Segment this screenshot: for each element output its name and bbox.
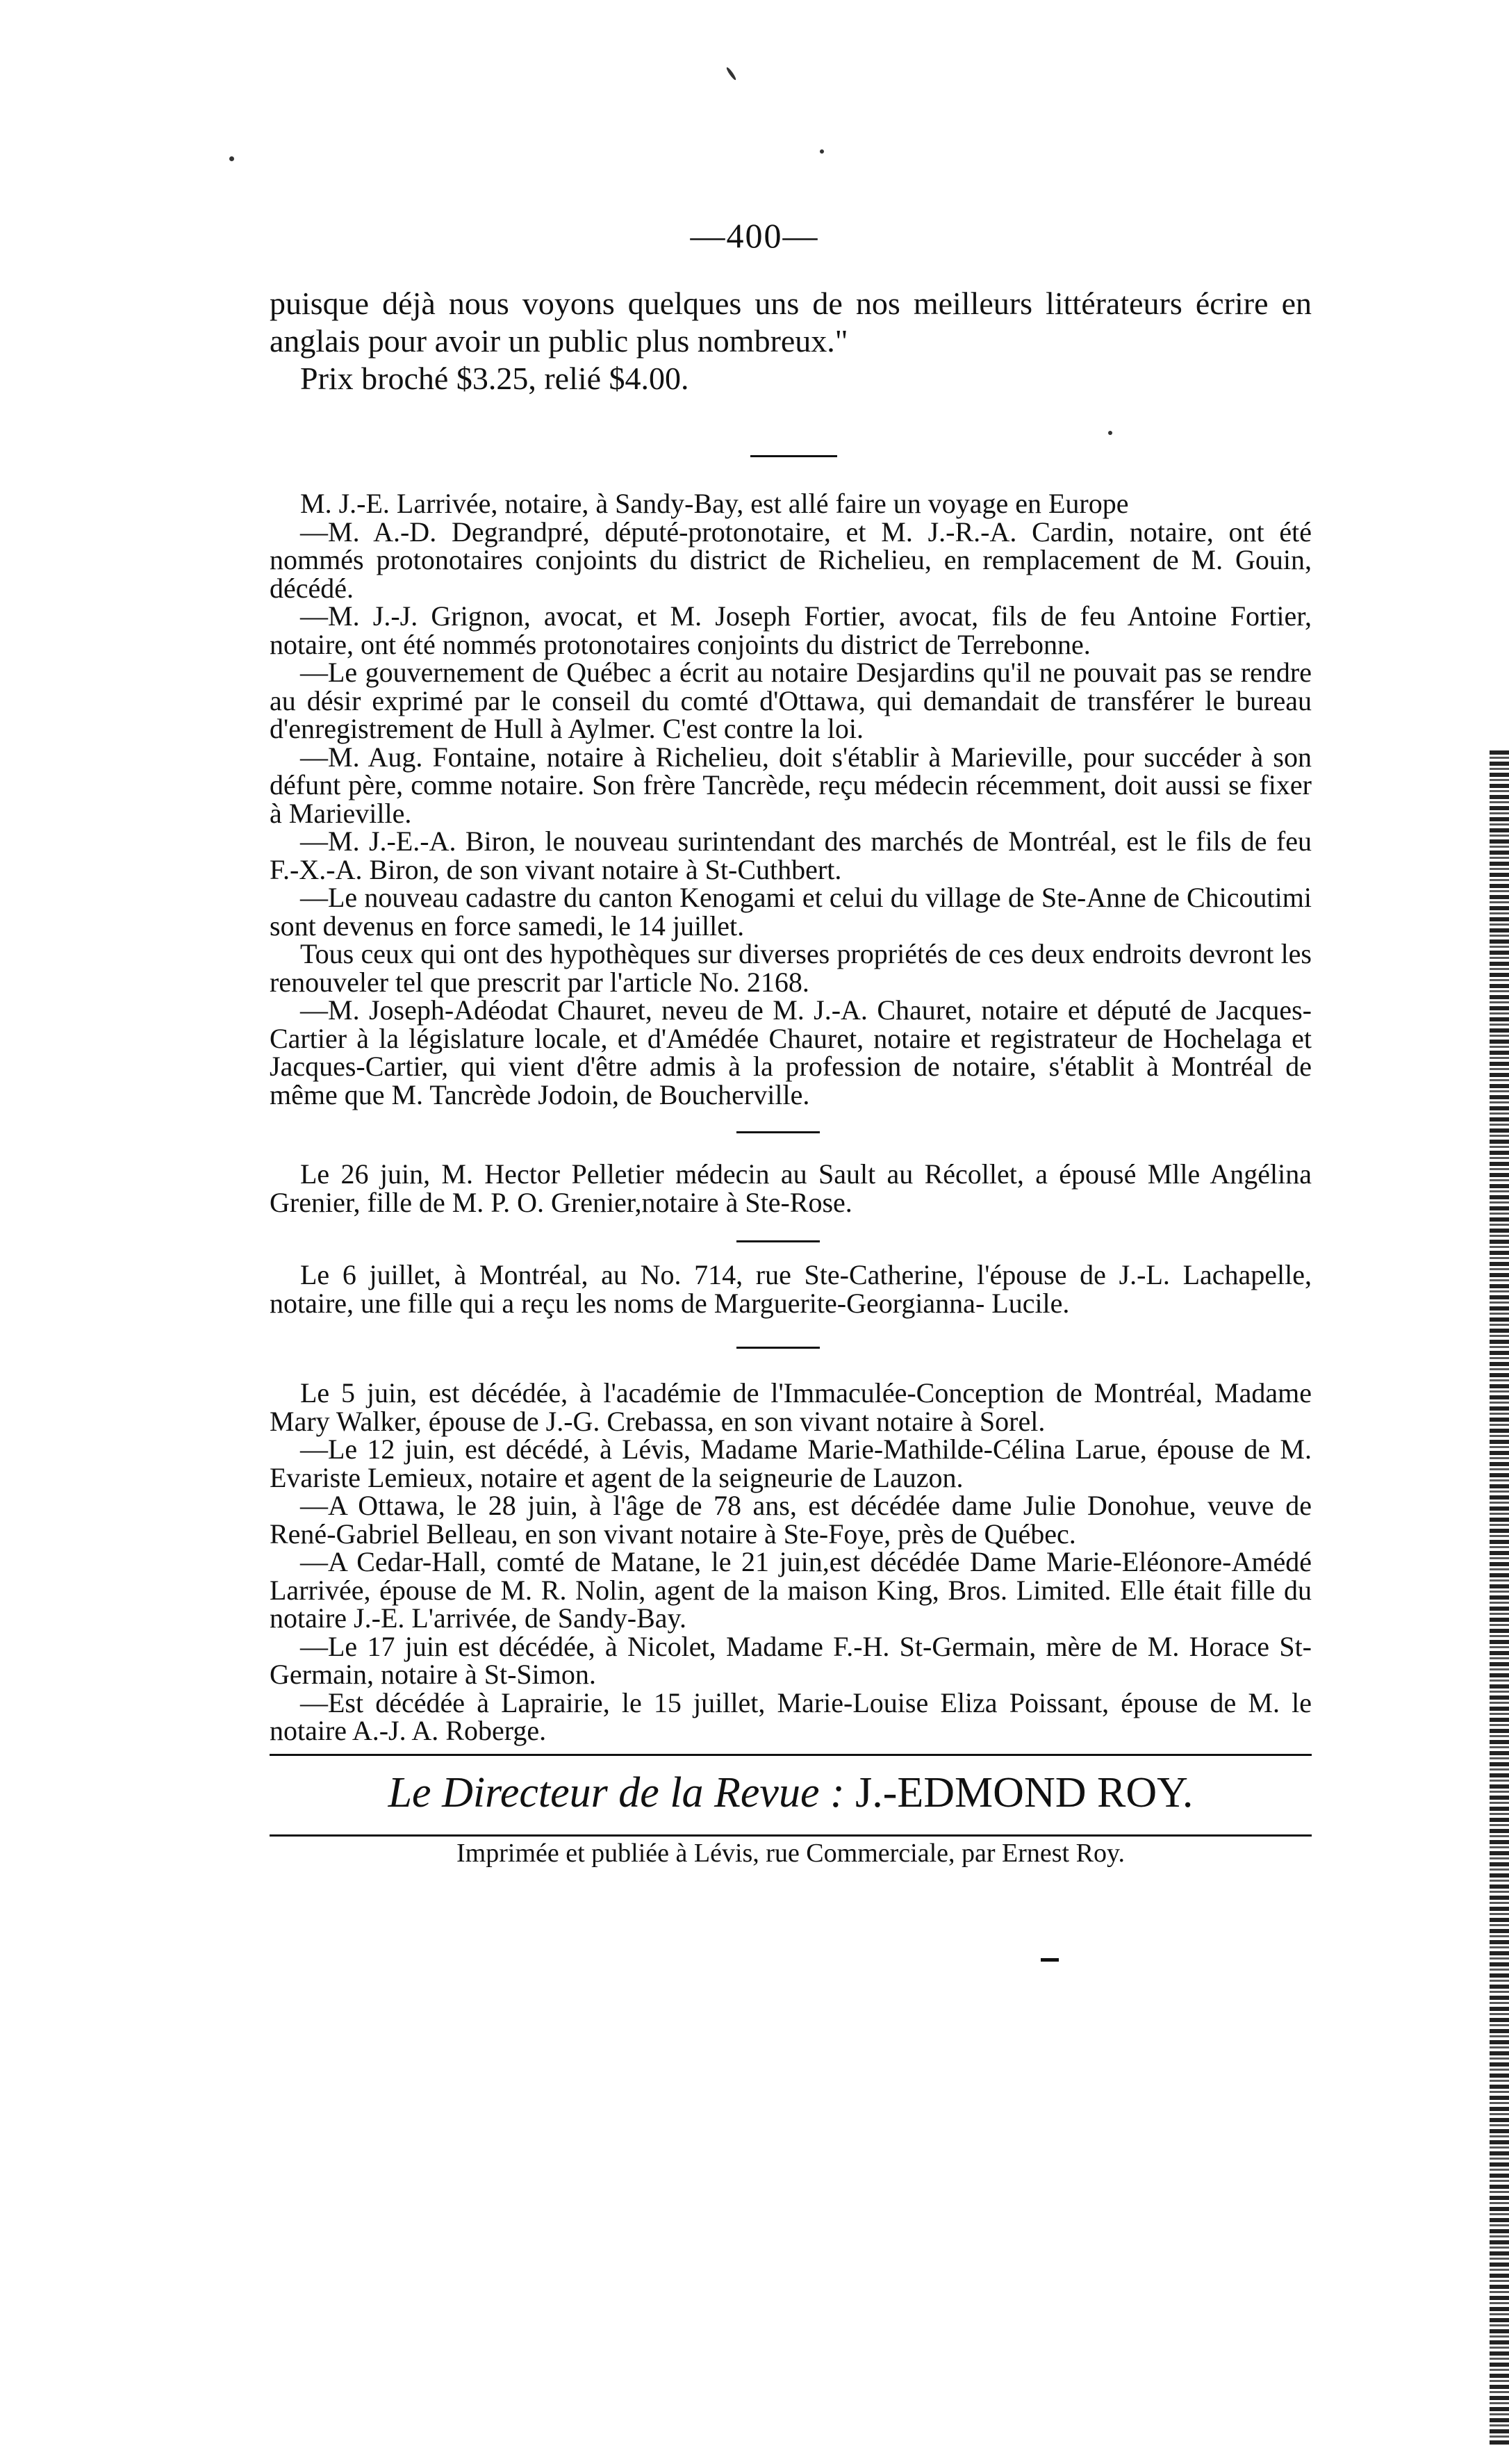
news-item: —M. J.-J. Grignon, avocat, et M. Joseph Fortier, avocat, fils de feu Antoine Fortier, notaire, ont été nommés protonotaires conjoints du district de Terrebonne.: [270, 600, 1312, 660]
stray-mark: [1041, 1958, 1059, 1962]
death-notice: Le 5 juin, est décédée, à l'académie de l'Immaculée-Conception de Montréal, Madame Mary Walker, épouse de J.-G. Crebassa, en son vivant notaire à Sorel.: [270, 1377, 1312, 1437]
news-item: —M. Aug. Fontaine, notaire à Richelieu, doit s'établir à Marieville, pour succéder à son défunt père, comme notaire. Son frère Tancrède, reçu médecin récemment, doit aussi se fixer à Marieville.: [270, 741, 1312, 829]
news-section: [270, 490, 1312, 1109]
signature-line: [270, 1768, 1312, 1818]
signature-rule-bottom: [270, 1834, 1312, 1837]
ink-speck: [820, 149, 824, 154]
section-divider: [736, 1347, 820, 1349]
imprint: Imprimée et publiée à Lévis, rue Commerciale, par Ernest Roy.: [456, 1839, 1125, 1868]
section-divider: [736, 1131, 820, 1133]
page-number: —400—: [690, 216, 819, 255]
signature-rule-top: [270, 1754, 1312, 1756]
death-notice: —Le 12 juin, est décédé, à Lévis, Madame Marie-Mathilde-Célina Larue, épouse de M. Evariste Lemieux, notaire et agent de la seigneurie de Lauzon.: [270, 1434, 1312, 1493]
news-item: Tous ceux qui ont des hypothèques sur diverses propriétés de ces deux endroits devront les renouveler tel que prescrit par l'article No. 2168.: [270, 938, 1312, 998]
news-item: —Le gouvernement de Québec a écrit au notaire Desjardins qu'il ne pouvait pas se rendre au désir exprimé par le conseil du comté d'Ottawa, qui demandait de transférer le bureau d'enregistrement de Hull à Aylmer. C'est contre la loi.: [270, 657, 1312, 744]
death-notice: —Est décédée à Laprairie, le 15 juillet, Marie-Louise Eliza Poissant, épouse de M. le notaire A.-J. A. Roberge.: [270, 1686, 1312, 1746]
birth-section: [270, 1261, 1312, 1317]
ink-speck: [725, 67, 737, 81]
intro-block: [270, 285, 1312, 397]
death-notice: —A Ottawa, le 28 juin, à l'âge de 78 ans, est décédée dame Julie Donohue, veuve de René-Gabriel Belleau, en son vivant notaire à Ste-Foye, près de Québec.: [270, 1490, 1312, 1550]
marriage-notice: Le 26 juin, M. Hector Pelletier médecin au Sault au Récollet, a épousé Mlle Angélina Grenier, fille de M. P. O. Grenier,notaire à Ste-Rose.: [270, 1158, 1312, 1218]
news-item: —M. J.-E.-A. Biron, le nouveau surintendant des marchés de Montréal, est le fils de feu F.-X.-A. Biron, de son vivant notaire à St-Cuthbert.: [270, 826, 1312, 885]
deaths-section: [270, 1379, 1312, 1746]
intro-paragraph: puisque déjà nous voyons quelques uns de nos meilleurs littérateurs écrire en anglais pour avoir un public plus nombreux.": [270, 286, 1312, 359]
signature-label: Le Directeur de la Revue :: [388, 1769, 845, 1816]
birth-notice: Le 6 juillet, à Montréal, au No. 714, rue Ste-Catherine, l'épouse de J.-L. Lachapelle, notaire, une fille qui a reçu les noms de Marguerite-Georgianna- Lucile.: [270, 1259, 1312, 1319]
section-divider: [750, 455, 837, 457]
death-notice: —Le 17 juin est décédée, à Nicolet, Madame F.-H. St-Germain, mère de M. Horace St-Germain, notaire à St-Simon.: [270, 1630, 1312, 1690]
news-item: M. J.-E. Larrivée, notaire, à Sandy-Bay, est allé faire un voyage en Europe: [300, 488, 1129, 519]
news-item: —Le nouveau cadastre du canton Kenogami et celui du village de Ste-Anne de Chicoutimi sont devenus en force samedi, le 14 juillet.: [270, 882, 1312, 942]
ink-speck: [1108, 431, 1112, 435]
page-edge-shadow: [1490, 750, 1509, 2446]
death-notice: —A Cedar-Hall, comté de Matane, le 21 juin,est décédée Dame Marie-Eléonore-Amédé Larrivée, épouse de M. R. Nolin, agent de la maison King, Bros. Limited. Elle était fille du notaire J.-E. L'arrivée, de Sandy-Bay.: [270, 1546, 1312, 1634]
price-line: Prix broché $3.25, relié $4.00.: [300, 361, 689, 396]
ink-speck: [229, 156, 234, 161]
news-item: —M. Joseph-Adéodat Chauret, neveu de M. J.-A. Chauret, notaire et député de Jacques-Cartier à la législature locale, et d'Amédée Chauret, notaire et registrateur de Hochelaga et Jacques-Cartier, qui vient d'être admis à la profession de notaire, s'établit à Montréal de même que M. Tancrède Jodoin, de Boucherville.: [270, 994, 1312, 1110]
editor-name: J.-EDMOND ROY.: [855, 1769, 1194, 1816]
news-item: —M. A.-D. Degrandpré, député-protonotaire, et M. J.-R.-A. Cardin, notaire, ont été nommés protonotaires conjoints du district de Richelieu, en remplacement de M. Gouin, décédé.: [270, 516, 1312, 604]
section-divider: [736, 1240, 820, 1242]
marriage-section: [270, 1160, 1312, 1217]
